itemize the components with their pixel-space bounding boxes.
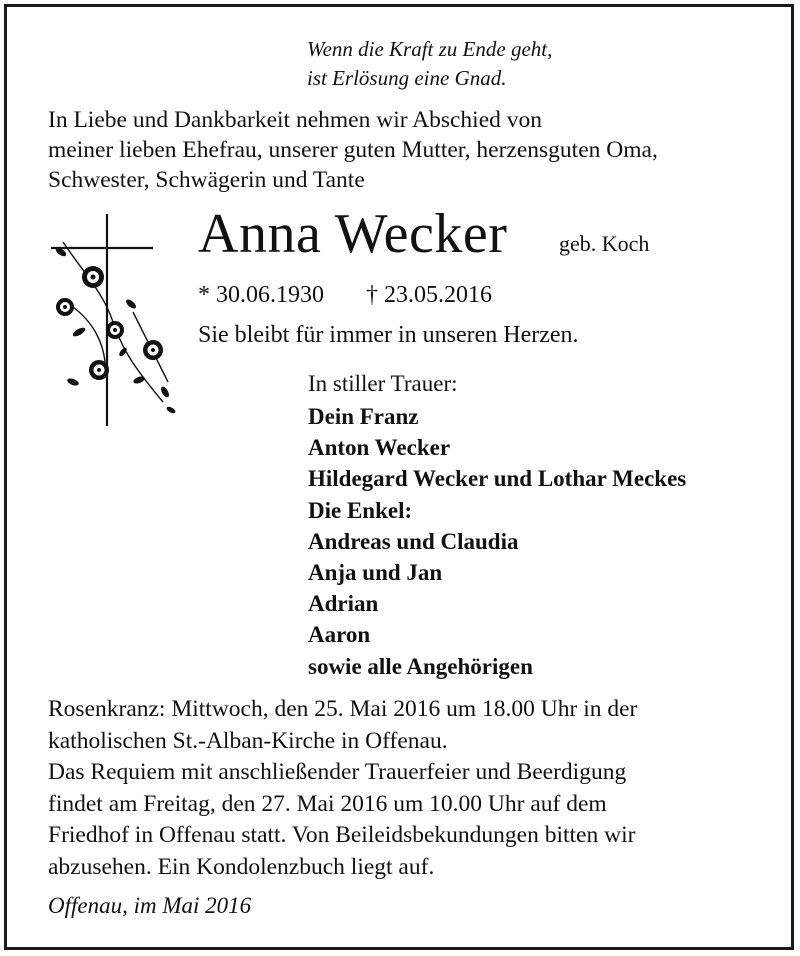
intro-text [48, 105, 658, 195]
mourning-label: In stiller Trauer: [308, 371, 458, 396]
motto-verse [307, 35, 552, 93]
mourner-line: Die Enkel: [308, 497, 413, 523]
cross-with-roses-icon [43, 212, 183, 430]
place-and-date: Offenau, im Mai 2016 [48, 893, 252, 918]
obituary-notice [4, 4, 794, 950]
intro-line: Schwester, Schwägerin und Tante [48, 167, 365, 193]
birth-date: * 30.06.1930 [198, 282, 324, 308]
mourner-line: sowie alle Angehörigen [308, 653, 533, 679]
mourner-line: Adrian [308, 591, 379, 617]
intro-line: In Liebe und Dankbarkeit nehmen wir Abschied von [48, 107, 543, 133]
life-dates [198, 282, 492, 309]
mourner-line: Hildegard Wecker und Lothar Meckes [308, 466, 687, 492]
service-notice [48, 694, 637, 883]
notice-line: Rosenkranz: Mittwoch, den 25. Mai 2016 um 18.00 Uhr in der [48, 696, 638, 722]
motto-line: ist Erlösung eine Gnad. [307, 66, 507, 90]
notice-line: Friedhof in Offenau statt. Von Beileidsbekundungen bitten wir [48, 822, 636, 848]
notice-line: abzusehen. Ein Kondolenzbuch liegt auf. [48, 853, 435, 880]
mourner-line: Andreas und Claudia [308, 528, 519, 554]
intro-line: meiner lieben Ehefrau, unserer guten Mutter, herzensguten Oma, [48, 137, 658, 163]
mourner-line: Anja und Jan [308, 560, 443, 586]
deceased-name: Anna Wecker [198, 203, 508, 265]
death-date: † 23.05.2016 [366, 282, 492, 308]
mourner-line: Aaron [308, 622, 371, 648]
mourner-line: Anton Wecker [308, 435, 451, 461]
maiden-name: geb. Koch [559, 231, 650, 256]
memorial-quote: Sie bleibt für immer in unseren Herzen. [198, 322, 579, 348]
notice-line: findet am Freitag, den 27. Mai 2016 um 10.00 Uhr auf dem [48, 790, 607, 817]
notice-line: katholischen St.-Alban-Kirche in Offenau. [48, 727, 448, 754]
mourners-list [308, 401, 686, 682]
notice-line: Das Requiem mit anschließender Trauerfeier und Beerdigung [48, 759, 627, 785]
mourner-line: Dein Franz [308, 404, 419, 429]
motto-line: Wenn die Kraft zu Ende geht, [307, 37, 553, 61]
